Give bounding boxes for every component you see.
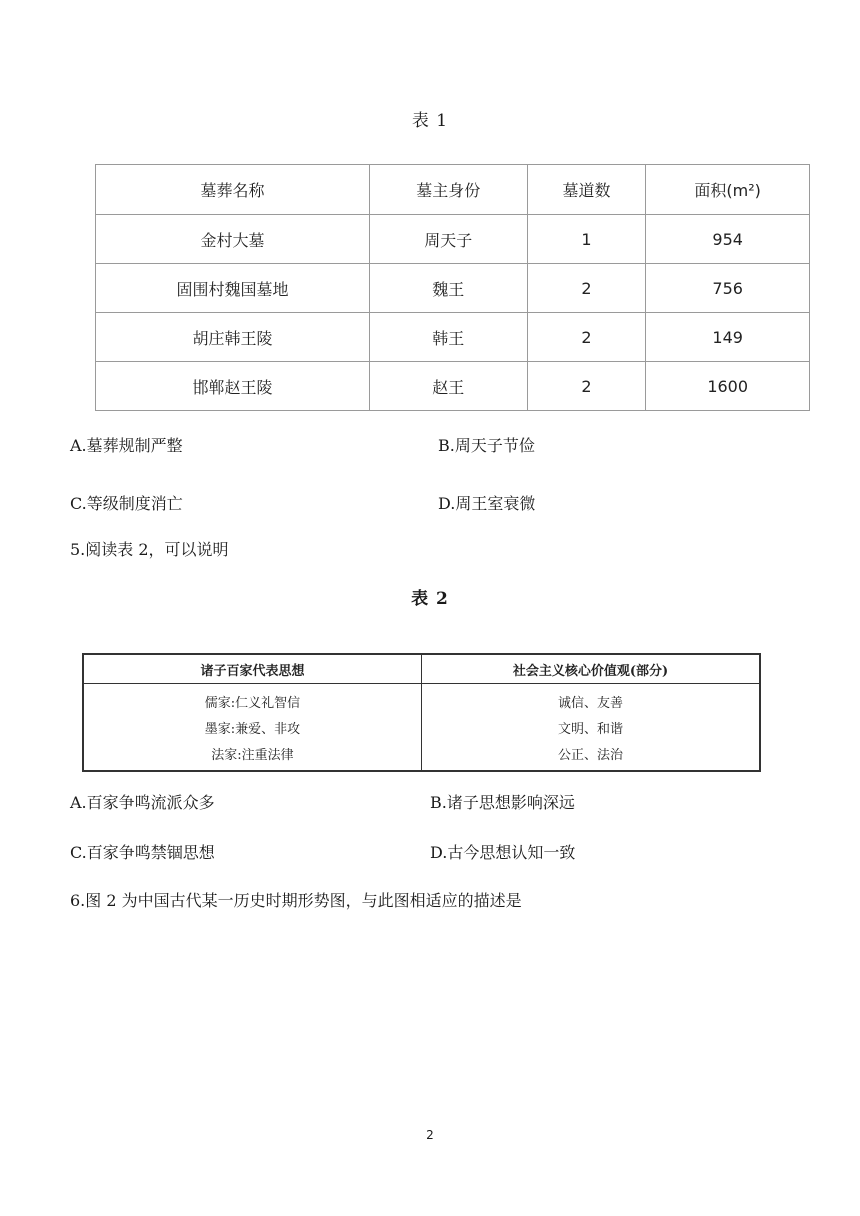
table1-cell: 周天子 xyxy=(369,215,527,264)
table1-header-cell: 墓道数 xyxy=(527,165,646,215)
table1-cell: 149 xyxy=(646,313,810,362)
table1-cell: 2 xyxy=(527,362,646,411)
q4-option-d: D.周王室衰微 xyxy=(438,494,536,513)
page-number: 2 xyxy=(426,1128,434,1142)
table1-header-cell: 墓葬名称 xyxy=(96,165,370,215)
q5-option-d: D.古今思想认知一致 xyxy=(430,843,576,862)
table1-row xyxy=(96,362,810,411)
table1-cell: 756 xyxy=(646,264,810,313)
table2-cell: 法家:注重法律 xyxy=(83,740,422,771)
table1-cell: 2 xyxy=(527,264,646,313)
table2-cell: 文明、和谐 xyxy=(422,714,761,740)
table1 xyxy=(95,164,810,411)
table1-cell: 胡庄韩王陵 xyxy=(96,313,370,362)
q4-option-c: C.等级制度消亡 xyxy=(70,494,183,513)
q4-option-a: A.墓葬规制严整 xyxy=(70,436,183,455)
q5-option-c: C.百家争鸣禁锢思想 xyxy=(70,843,215,862)
table1-cell: 赵王 xyxy=(369,362,527,411)
table1-cell: 金村大墓 xyxy=(96,215,370,264)
table1-cell: 1 xyxy=(527,215,646,264)
table2-row xyxy=(83,714,760,740)
table1-header-cell: 墓主身份 xyxy=(369,165,527,215)
q4-option-b: B.周天子节俭 xyxy=(438,436,535,455)
q5-stem: 5.阅读表 2，可以说明 xyxy=(70,540,229,559)
table1-row xyxy=(96,313,810,362)
q5-option-a: A.百家争鸣流派众多 xyxy=(70,793,215,812)
table2-cell: 儒家:仁义礼智信 xyxy=(83,684,422,715)
table2-cell: 公正、法治 xyxy=(422,740,761,771)
table1-row xyxy=(96,215,810,264)
table2-header-cell: 诸子百家代表思想 xyxy=(83,654,422,684)
table1-cell: 韩王 xyxy=(369,313,527,362)
table2-row xyxy=(83,740,760,771)
table1-header-cell: 面积(m²) xyxy=(646,165,810,215)
q5-option-b: B.诸子思想影响深远 xyxy=(430,793,575,812)
q6-stem: 6.图 2 为中国古代某一历史时期形势图，与此图相适应的描述是 xyxy=(70,891,522,910)
table1-caption: 表 1 xyxy=(411,111,449,131)
table2-caption: 表 2 xyxy=(411,589,449,609)
table1-row xyxy=(96,264,810,313)
table2-cell: 墨家:兼爱、非攻 xyxy=(83,714,422,740)
table2-row xyxy=(83,684,760,715)
table1-cell: 邯郸赵王陵 xyxy=(96,362,370,411)
table1-header-row xyxy=(96,165,810,215)
table1-cell: 954 xyxy=(646,215,810,264)
table2-header-cell: 社会主义核心价值观(部分) xyxy=(422,654,761,684)
table1-cell: 魏王 xyxy=(369,264,527,313)
table2 xyxy=(82,653,761,772)
table1-cell: 固围村魏国墓地 xyxy=(96,264,370,313)
table1-cell: 1600 xyxy=(646,362,810,411)
table2-header-row xyxy=(83,654,760,684)
table1-cell: 2 xyxy=(527,313,646,362)
table2-cell: 诚信、友善 xyxy=(422,684,761,715)
